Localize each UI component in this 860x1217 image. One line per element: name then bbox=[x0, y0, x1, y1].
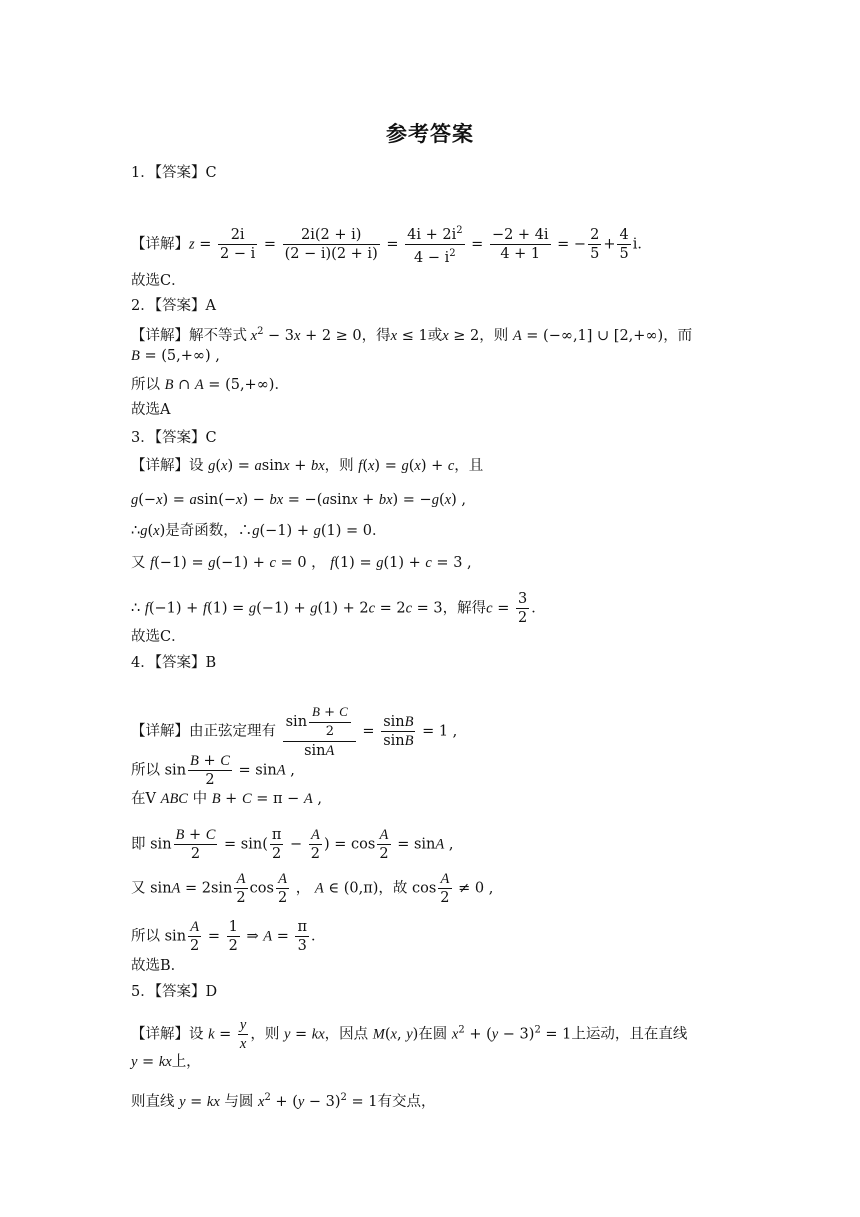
q4-end: 故选B． bbox=[131, 958, 186, 974]
q3-detail-4: 又 f(−1) = g(−1) + c = 0 ， f(1) = g(1) + c = 3 , bbox=[131, 555, 472, 571]
q3-answer: 3．【答案】C bbox=[131, 430, 217, 446]
q4-detail-6: 所以 sin $\frac{A}{2}$ = $\frac{1}{2}$ ⇒ A = $\frac{\pi}{3}$ ． bbox=[131, 919, 326, 954]
q3-detail-2: g(−x) = asin(−x) − bx = −(asinx + bx) = −g(x) , bbox=[131, 492, 466, 508]
q3-end: 故选C． bbox=[131, 629, 186, 645]
q4-answer: 4．【答案】B bbox=[131, 655, 217, 671]
q1-end: 故选C． bbox=[131, 273, 186, 289]
q4-detail-4: 即 sin $\frac{B + C}{2}$ = sin( $\frac{\pi}{2}$ − $\frac{A}{2}$ ) = cos $\frac{A}{2}$ = sinA , bbox=[131, 827, 454, 862]
page-title: 参考答案 bbox=[386, 122, 474, 146]
q5-detail-2: y = kx上， bbox=[131, 1054, 201, 1070]
q4-detail-2: 所以 sin $\frac{B + C}{2}$ = sinA , bbox=[131, 753, 295, 788]
q1-answer: 1．【答案】C bbox=[131, 165, 217, 181]
q2-answer: 2．【答案】A bbox=[131, 298, 216, 314]
q5-detail-3: 则直线 y = kx 与圆 $x^2 + (y - 3)^2 = 1$有交点， bbox=[131, 1092, 436, 1110]
q4-detail-1: 【详解】由正弦定理有 sin $\frac{B + C}{2}$ sinA = $\frac{\sin B}{\sin B}$ = 1 , bbox=[131, 704, 458, 759]
q5-detail-1: 【详解】设 k = $\frac{y}{x}$ ，则 y = kx，因点 M(x, y)在圆 $x^2 + (y - 3)^2 = 1$上运动，且在直线 bbox=[131, 1017, 688, 1052]
q3-detail-5: ∴ f(−1) + f(1) = g(−1) + g(1) + 2c = 2c = 3，解得c = $\frac{3}{2}$ ． bbox=[131, 591, 546, 626]
q5-answer: 5．【答案】D bbox=[131, 984, 218, 1000]
q3-detail-1: 【详解】设 g(x) = asinx + bx，则 f(x) = g(x) + c，且 bbox=[131, 458, 484, 474]
q2-result: 所以 B ∩ A = (5,+∞)． bbox=[131, 377, 289, 393]
detail-label: 【详解】 bbox=[131, 236, 189, 253]
q3-detail-3: ∴g(x)是奇函数，∴g(−1) + g(1) = 0． bbox=[131, 523, 387, 539]
q4-detail-3: 在V ABC 中 B + C = π − A , bbox=[131, 791, 322, 807]
q1-detail: 【详解】z = $\frac{2i}{2 - i}$ = $\frac{2i(2 + i)}{(2 - i)(2 + i)}$ = $\frac{4i + 2i^2}{4 - i^2}$ = $\frac{-2 + 4i}{4 + 1}$ = − $\frac{2}{5}$ + $\frac{4}{5}$ i． bbox=[131, 222, 652, 267]
q2-end: 故选A bbox=[131, 402, 171, 418]
q2-set-b: B = (5,+∞) , bbox=[131, 348, 220, 364]
q4-detail-5: 又 sinA = 2sin $\frac{A}{2}$ cos $\frac{A}{2}$ ， A ∈ (0,π)，故 cos $\frac{A}{2}$ ≠ 0 , bbox=[131, 871, 494, 906]
q2-detail: 【详解】解不等式 $x^2 - 3x + 2 \ge 0$，得x ≤ 1或x ≥ 2，则 A = (−∞,1] ∪ [2,+∞)，而 bbox=[131, 326, 693, 344]
